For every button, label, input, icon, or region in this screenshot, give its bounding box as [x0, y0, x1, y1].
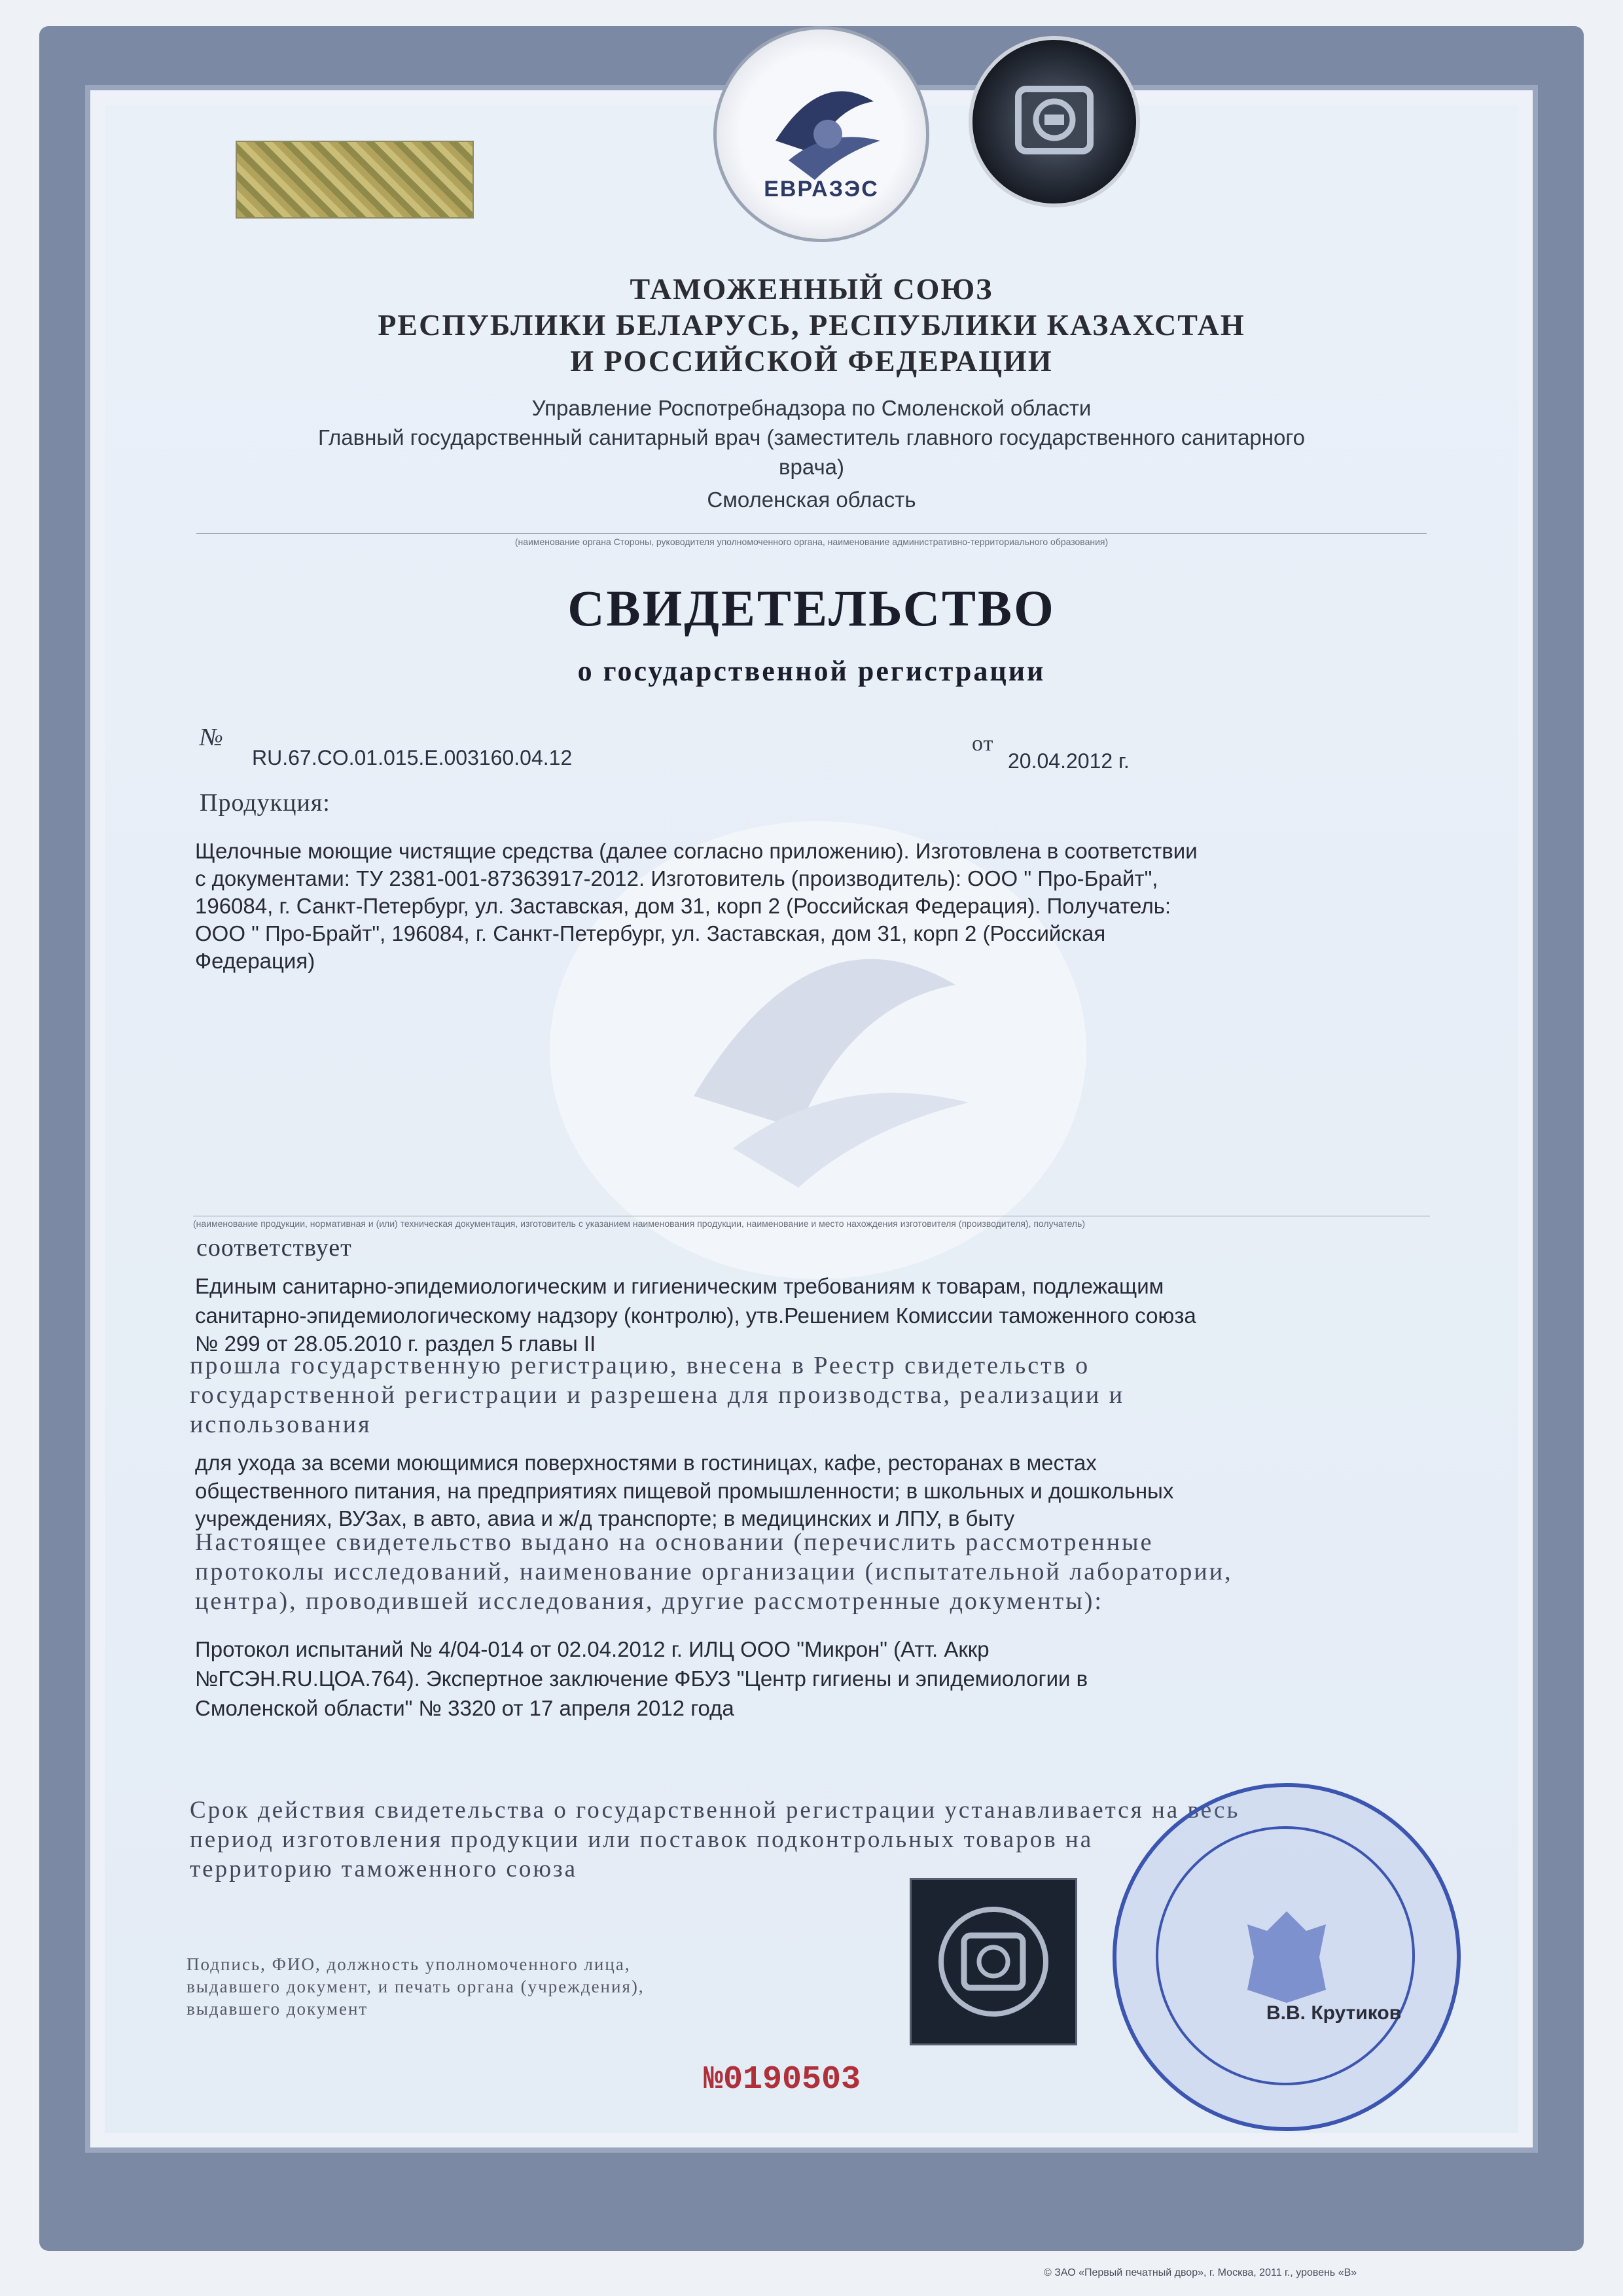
validity-line2: период изготовления продукции или поставок подконтрольных товаров на — [190, 1826, 1094, 1853]
union-title-line3: И РОССИЙСКОЙ ФЕДЕРАЦИИ — [570, 344, 1053, 378]
security-hologram-strip — [236, 141, 474, 219]
certificate-subtitle: о государственной регистрации — [577, 655, 1046, 687]
authority-caption: (наименование органа Стороны, руководителя уполномоченного органа, наименование административно-территориального образования) — [196, 533, 1427, 547]
signer-name: В.В. Крутиков — [1266, 2002, 1402, 2024]
protocol-line2: №ГСЭН.RU.ЦОА.764). Экспертное заключение ФБУЗ "Центр гигиены и эпидемиологии в — [195, 1667, 1088, 1691]
registration-line2: государственной регистрации и разрешена для производства, реализации и — [190, 1381, 1125, 1409]
registration-line1: прошла государственную регистрацию, внесена в Реестр свидетельств о — [190, 1352, 1090, 1379]
eac-mark-icon — [972, 40, 1136, 203]
product-label: Продукция: — [200, 789, 330, 817]
eac-hologram-sticker — [910, 1878, 1077, 2045]
authority-line1: Управление Роспотребнадзора по Смоленской области — [531, 396, 1092, 420]
certificate-number: RU.67.CO.01.015.E.003160.04.12 — [252, 746, 573, 769]
compliance-line3: № 299 от 28.05.2010 г. раздел 5 главы II — [195, 1332, 596, 1356]
signature-caption-line3: выдавшего документ — [187, 1999, 368, 2019]
evrazes-emblem-icon — [717, 29, 926, 239]
union-title-line1: ТАМОЖЕННЫЙ СОЮЗ — [630, 272, 993, 306]
evrazes-logo — [713, 26, 929, 242]
basis-line2: протоколы исследований, наименование организации (испытательной лаборатории, — [195, 1558, 1233, 1585]
compliance-line1: Единым санитарно-эпидемиологическим и гигиеническим требованиям к товарам, подлежащим — [195, 1274, 1164, 1298]
product-line1: Щелочные моющие чистящие средства (далее согласно приложению). Изготовлена в соответствии — [195, 839, 1198, 863]
signature-caption-line2: выдавшего документ, и печать органа (учреждения), — [187, 1977, 645, 1996]
form-serial-number: №0190503 — [704, 2061, 861, 2098]
coat-of-arms-icon — [1228, 1898, 1346, 2016]
basis-line1: Настоящее свидетельство выдано на основании (перечислить рассмотренные — [195, 1528, 1154, 1556]
authority-line3: врача) — [778, 455, 845, 479]
authority-line2: Главный государственный санитарный врач (заместитель главного государственного санитарного — [317, 425, 1306, 450]
product-caption: (наименование продукции, нормативная и (или) техническая документация, изготовитель с указанием наименования продукции, наименование и место нахождения изготовителя (производителя), получатель) — [193, 1216, 1430, 1229]
eac-hologram-badge — [969, 36, 1140, 207]
signature-caption-line1: Подпись, ФИО, должность уполномоченного лица, — [187, 1954, 631, 1974]
product-line5: Федерация) — [195, 949, 315, 973]
validity-line3: территорию таможенного союза — [190, 1856, 578, 1882]
certificate-title: СВИДЕТЕЛЬСТВО — [567, 580, 1056, 637]
date-label: от — [972, 732, 994, 756]
protocol-line1: Протокол испытаний № 4/04-014 от 02.04.2012 г. ИЛЦ ООО "Микрон" (Атт. Аккр — [195, 1637, 990, 1661]
certificate-date: 20.04.2012 г. — [1008, 749, 1130, 773]
validity-line1: Срок действия свидетельства о государственной регистрации устанавливается на весь — [190, 1797, 1240, 1824]
product-line2: с документами: ТУ 2381-001-87363917-2012. Изготовитель (производитель): ООО " Про-Брайт", — [195, 866, 1158, 891]
compliance-line2: санитарно-эпидемиологическому надзору (контролю), утв.Решением Комиссии таможенного союза — [195, 1303, 1196, 1328]
protocol-line3: Смоленской области" № 3320 от 17 апреля 2012 года — [195, 1696, 734, 1720]
usage-line1: для ухода за всеми моющимися поверхностями в гостиницах, кафе, ресторанах в местах — [195, 1451, 1097, 1475]
product-line3: 196084, г. Санкт-Петербург, ул. Заставская, дом 31, корп 2 (Российская Федерация). Получатель: — [195, 894, 1171, 918]
usage-line2: общественного питания, на предприятиях пищевой промышленности; в школьных и дошкольных — [195, 1479, 1174, 1503]
authority-line4: Смоленская область — [707, 487, 916, 512]
official-round-stamp — [1113, 1783, 1461, 2131]
printer-note: © ЗАО «Первый печатный двор», г. Москва, 2011 г., уровень «В» — [1044, 2267, 1357, 2278]
evrazes-logo-text: ЕВРАЗЭС — [764, 177, 879, 202]
union-title-line2: РЕСПУБЛИКИ БЕЛАРУСЬ, РЕСПУБЛИКИ КАЗАХСТАН — [378, 308, 1245, 342]
usage-line3: учреждениях, ВУЗах, в авто, авиа и ж/д транспорте; в медицинских и ЛПУ, в быту — [195, 1506, 1015, 1530]
number-label: № — [200, 724, 224, 751]
basis-line3: центра), проводившей исследования, другие рассмотренные документы): — [195, 1587, 1103, 1615]
compliance-label: соответствует — [196, 1234, 352, 1262]
eac-sticker-mark-icon — [928, 1896, 1059, 2027]
registration-line3: использования — [190, 1411, 372, 1438]
product-line4: ООО " Про-Брайт", 196084, г. Санкт-Петербург, ул. Заставская, дом 31, корп 2 (Российская — [195, 921, 1106, 945]
